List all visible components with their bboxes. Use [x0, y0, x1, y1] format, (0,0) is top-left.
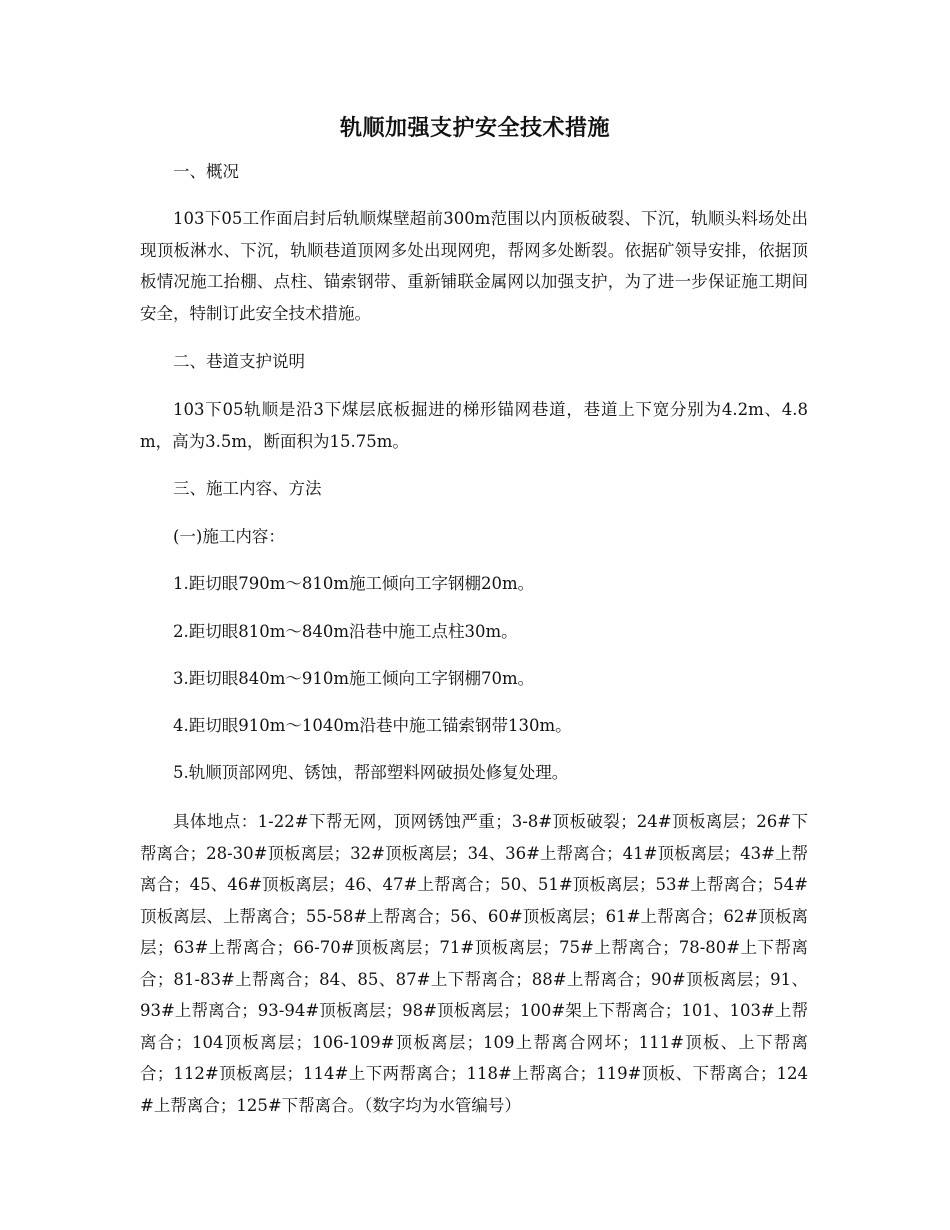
section-heading-overview: 一、概况 [173, 162, 239, 181]
list-item: 3.距切眼840m～910m施工倾向工字钢棚70m。 [173, 669, 535, 688]
locations-paragraph: 具体地点：1-22#下帮无网，顶网锈蚀严重；3-8#顶板破裂；24#顶板离层；26#下帮离合；28-30#顶板离层；32#顶板离层；34、36#上帮离合；41#顶板离层；43#上帮离合；45、46#顶板离层；46、47#上帮离合；50、51#顶板离层；53#上帮离合；54#顶板离层、上帮离合；55-58#上帮离合；56、60#顶板离层；61#上帮离合；62#顶板离层；63#上帮离合；66-70#顶板离层；71#顶板离层；75#上帮离合；78-80#上下帮离合；81-83#上帮离合；84、85、87#上下帮离合；88#上帮离合；90#顶板离层；91、93#上帮离合；93-94#顶板离层；98#顶板离层；100#架上下帮离合；101、103#上帮离合；104顶板离层；106-109#顶板离层；109上帮离合网坏；111#顶板、上下帮离合；112#顶板离层；114#上下两帮离合；118#上帮离合；119#顶板、下帮离合；124#上帮离合；125#下帮离合。（数字均为水管编号） [140, 812, 808, 1115]
roadway-support-paragraph: 103下05轨顺是沿3下煤层底板掘进的梯形锚网巷道，巷道上下宽分别为4.2m、4.8m，高为3.5m，断面积为15.75m。 [140, 400, 808, 451]
section-heading-roadway-support: 二、巷道支护说明 [173, 352, 305, 371]
list-item: 2.距切眼810m～840m沿巷中施工点柱30m。 [173, 622, 518, 641]
section-heading-construction: 三、施工内容、方法 [173, 479, 322, 498]
list-item: 5.轨顺顶部网兜、锈蚀，帮部塑料网破损处修复处理。 [173, 763, 569, 782]
list-item: 4.距切眼910m～1040m沿巷中施工锚索钢带130m。 [173, 716, 572, 735]
document-title: 轨顺加强支护安全技术措施 [339, 115, 610, 141]
subsection-heading-content: (一)施工内容： [173, 527, 285, 546]
list-item: 1.距切眼790m～810m施工倾向工字钢棚20m。 [173, 574, 535, 593]
overview-paragraph: 103下05工作面启封后轨顺煤壁超前300m范围以内顶板破裂、下沉，轨顺头料场处出现顶板淋水、下沉，轨顺巷道顶网多处出现网兜，帮网多处断裂。依据矿领导安排，依据顶板情况施工抬棚、点柱、锚索钢带、重新铺联金属网以加强支护，为了进一步保证施工期间安全，特制订此安全技术措施。 [140, 209, 808, 323]
